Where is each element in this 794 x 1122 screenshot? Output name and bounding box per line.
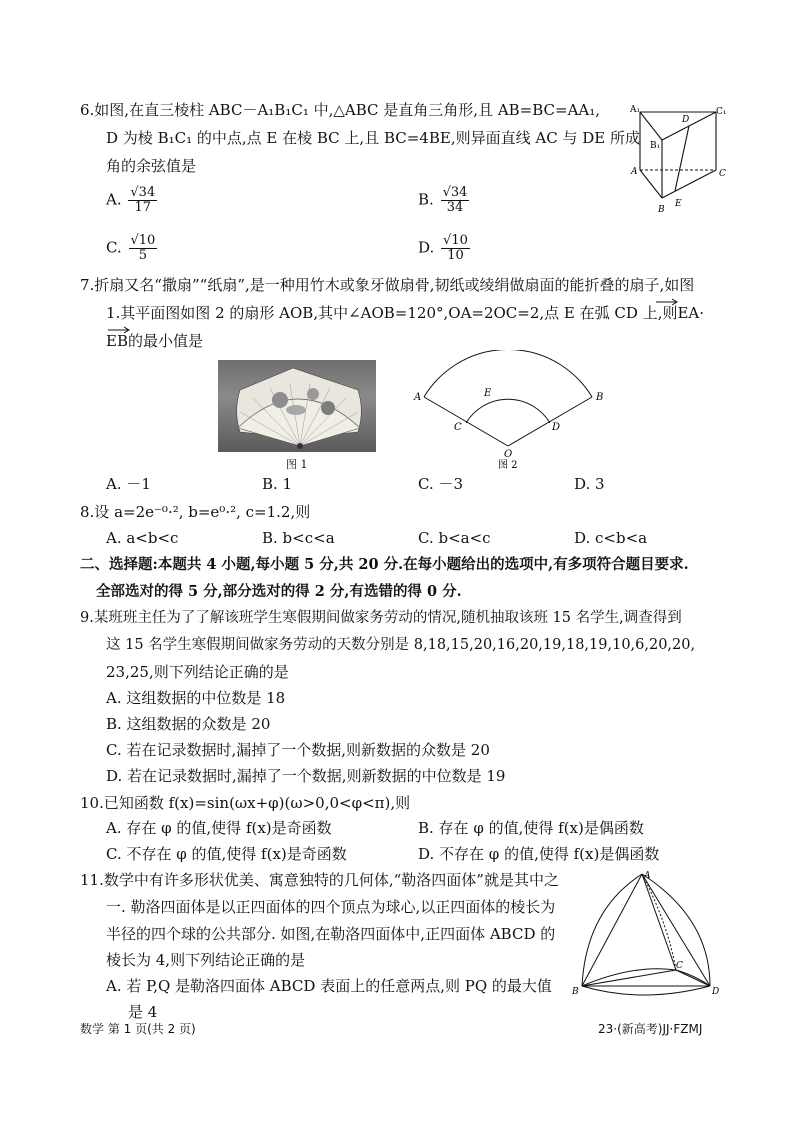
section2-header-line-2: 全部选对的得 5 分,部分选对的得 2 分,有选错的得 0 分. [96, 583, 462, 600]
fig2-label-a: A [414, 392, 422, 403]
q7-option-d: D. 3 [574, 475, 605, 493]
label-c: C [676, 961, 683, 971]
q8-option-d: D. c<b<a [574, 529, 648, 547]
q10-option-b: B. 存在 φ 的值,使得 f(x)是偶函数 [418, 819, 644, 837]
prism-figure [628, 102, 728, 220]
fig2-label-e: E [484, 388, 492, 399]
section2-header-line-1: 二、选择题:本题共 4 小题,每小题 5 分,共 20 分.在每小题给出的选项中,有多项符合题目要求. [80, 556, 689, 573]
fig1-caption: 图 1 [286, 458, 308, 471]
label-e: E [675, 199, 682, 209]
q10-stem: 10.已知函数 f(x)=sin(ωx+φ)(ω>0,0<φ<π),则 [80, 794, 411, 812]
q6-option-b [418, 186, 469, 215]
footer-page-info: 数学 第 1 页(共 2 页) [80, 1022, 196, 1036]
q8-option-a: A. a<b<c [106, 529, 179, 547]
q8-option-c: C. b<a<c [418, 529, 491, 547]
q9-stem-line-3: 23,25,则下列结论正确的是 [106, 663, 289, 681]
q10-option-c: C. 不存在 φ 的值,使得 f(x)是奇函数 [106, 845, 347, 863]
q7-option-b: B. 1 [262, 475, 293, 493]
fraction-denominator: 10 [447, 248, 464, 263]
fan-diagram [412, 350, 608, 470]
label-a: A [644, 871, 651, 881]
q11-option-a-line-2: 是 4 [128, 1003, 158, 1021]
label-b: B [658, 205, 665, 215]
q11-stem-line-4: 棱长为 4,则下列结论正确的是 [106, 951, 306, 969]
q10-option-a: A. 存在 φ 的值,使得 f(x)是奇函数 [106, 819, 332, 837]
fig2-label-b: B [596, 392, 604, 403]
label-c1: C₁ [716, 107, 727, 117]
q6-stem-line-1: 6.如图,在直三棱柱 ABC－A₁B₁C₁ 中,△ABC 是直角三角形,且 AB=BC=AA₁, [80, 101, 601, 119]
fig2-label-c: C [454, 422, 462, 433]
fig2-label-o: O [504, 449, 513, 460]
q10-option-d: D. 不存在 φ 的值,使得 f(x)是偶函数 [418, 845, 660, 863]
fraction-numerator: √10 [130, 233, 156, 248]
q11-stem-line-1: 11.数学中有许多形状优美、寓意独特的几何体,“勒洛四面体”就是其中之 [80, 871, 559, 889]
q9-option-d: D. 若在记录数据时,漏掉了一个数据,则新数据的中位数是 19 [106, 767, 506, 785]
q7-stem-line-3: EB的最小值是 [106, 332, 203, 350]
fraction-numerator: √34 [442, 185, 468, 200]
label-b1: B₁ [650, 141, 661, 151]
label-a1: A₁ [630, 105, 641, 115]
label-b: B [572, 987, 579, 997]
q6-stem-line-2: D 为棱 B₁C₁ 的中点,点 E 在棱 BC 上,且 BC=4BE,则异面直线 AC 与 DE 所成 [106, 129, 640, 147]
vector-arrow-icon [106, 326, 132, 334]
fraction-numerator: √10 [443, 233, 468, 248]
q7-option-c: C. －3 [418, 475, 464, 493]
footer-code: 23·(新高考)JJ·FZMJ [598, 1022, 703, 1036]
q6-stem-line-3: 角的余弦值是 [106, 157, 197, 175]
fraction-numerator: √34 [130, 185, 156, 200]
fan-photo [218, 360, 376, 452]
q11-stem-line-2: 一. 勒洛四面体是以正四面体的四个顶点为球心,以正四面体的棱长为 [106, 898, 556, 916]
q8-option-b: B. b<c<a [262, 529, 335, 547]
q7-stem-line-2: 1.其平面图如图 2 的扇形 AOB,其中∠AOB=120°,OA=2OC=2,点 E 在弧 CD 上,则EA· [106, 304, 705, 322]
q9-stem-line-1: 9.某班班主任为了了解该班学生寒假期间做家务劳动的情况,随机抽取该班 15 名学生,调查得到 [80, 610, 682, 626]
vector-arrow-icon [654, 298, 680, 306]
q11-stem-line-3: 半径的四个球的公共部分. 如图,在勒洛四面体中,正四面体 ABCD 的 [106, 925, 556, 943]
label-d: D [712, 987, 720, 997]
q9-option-c: C. 若在记录数据时,漏掉了一个数据,则新数据的众数是 20 [106, 741, 490, 759]
option-letter: B. [418, 190, 434, 209]
q11-option-a-line-1: A. 若 P,Q 是勒洛四面体 ABCD 表面上的任意两点,则 PQ 的最大值 [106, 977, 552, 995]
q7-stem-line-1: 7.折扇又名“撒扇”“纸扇”,是一种用竹木或象牙做扇骨,韧纸或绫绢做扇面的能折叠的扇子,如图 [80, 276, 695, 294]
label-c: C [719, 169, 726, 179]
q6-option-c [106, 234, 157, 263]
q9-stem-line-2: 这 15 名学生寒假期间做家务劳动的天数分别是 8,18,15,20,16,20,19,18,19,10,6,20,20, [106, 637, 696, 653]
fig2-caption: 图 2 [498, 460, 518, 470]
q9-option-b: B. 这组数据的众数是 20 [106, 715, 271, 733]
q8-stem: 8.设 a=2e⁻⁰·², b=e⁰·², c=1.2,则 [80, 503, 311, 521]
q6-option-a [106, 186, 157, 215]
fraction-denominator: 5 [138, 248, 148, 263]
label-a: A [631, 167, 638, 177]
label-d: D [682, 115, 690, 125]
fig2-label-d: D [552, 422, 561, 433]
q7-option-a: A. －1 [106, 475, 151, 493]
option-letter: C. [106, 238, 122, 257]
fraction-denominator: 17 [134, 200, 152, 215]
option-letter: A. [106, 190, 122, 209]
q9-option-a: A. 这组数据的中位数是 18 [106, 689, 286, 707]
option-letter: D. [418, 238, 435, 257]
reuleaux-tetrahedron-figure [572, 868, 722, 998]
fraction-denominator: 34 [446, 200, 464, 215]
q6-option-d [418, 234, 470, 263]
